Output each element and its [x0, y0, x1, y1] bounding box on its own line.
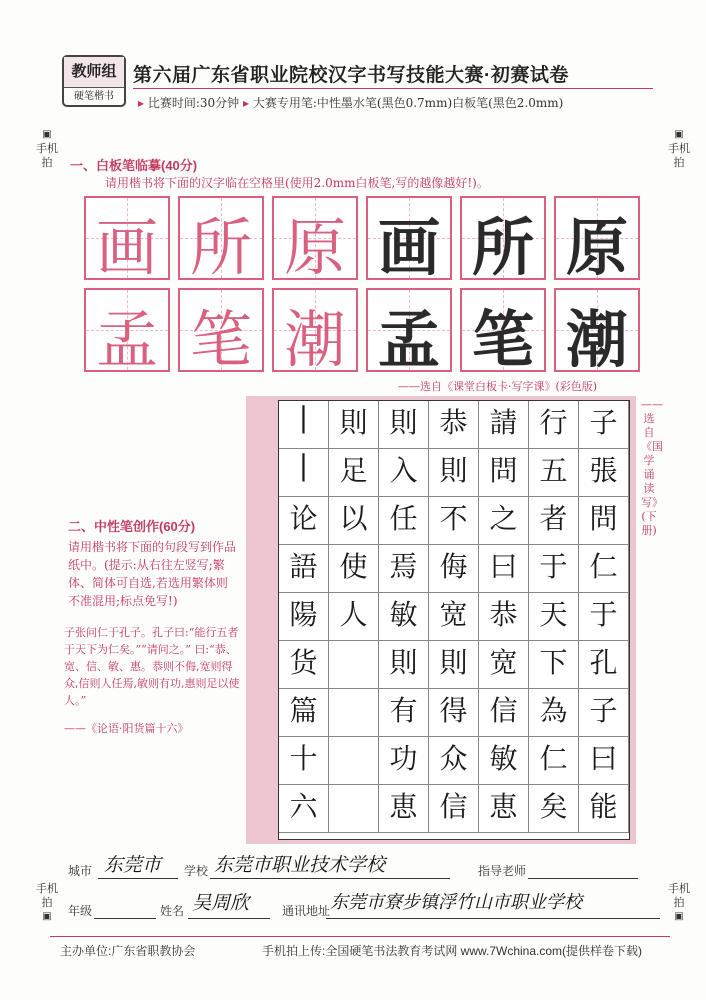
writing-grid-cell[interactable]: 焉: [379, 545, 429, 593]
writing-grid-cell[interactable]: 矣: [529, 785, 579, 833]
writing-grid-cell[interactable]: 則: [429, 449, 479, 497]
writing-grid-cell[interactable]: 使: [329, 545, 379, 593]
footer-organizer: 主办单位:广东省职教协会: [60, 944, 196, 958]
writing-grid-cell[interactable]: 下: [529, 641, 579, 689]
side-note-bottom-right: [668, 882, 690, 924]
writing-grid-cell[interactable]: 信: [479, 689, 529, 737]
writing-grid-cell[interactable]: 于: [579, 593, 629, 641]
writing-grid-cell[interactable]: 曰: [579, 737, 629, 785]
written-character: 所: [471, 211, 534, 284]
writing-grid-cell[interactable]: 足: [329, 449, 379, 497]
writing-grid-cell[interactable]: 天: [529, 593, 579, 641]
model-character: 原: [283, 211, 346, 284]
written-character: 孟: [377, 303, 440, 376]
writing-grid-cell[interactable]: 之: [479, 497, 529, 545]
writing-grid-cell[interactable]: [329, 641, 379, 689]
writing-grid-cell[interactable]: 則: [379, 401, 429, 449]
writing-grid-cell[interactable]: 众: [429, 737, 479, 785]
badge-category-label: 硬笔楷书: [64, 87, 124, 106]
writing-grid-cell[interactable]: 則: [429, 641, 479, 689]
writing-grid-cell[interactable]: 信: [429, 785, 479, 833]
section1-instruction: 请用楷书将下面的汉字临在空格里(使用2.0mm白板笔,写的越像越好!)。: [105, 176, 489, 190]
writing-grid-cell[interactable]: 問: [579, 497, 629, 545]
writing-grid-cell[interactable]: 五: [529, 449, 579, 497]
writing-grid-cell[interactable]: 以: [329, 497, 379, 545]
city-label: 城市: [68, 864, 93, 878]
bullet-icon: ▸: [243, 96, 250, 110]
exam-info: [138, 94, 563, 111]
city-underline: [98, 878, 178, 879]
model-character-cell: [84, 196, 170, 284]
writing-grid-cell[interactable]: 子: [579, 689, 629, 737]
writing-grid-cell[interactable]: 行: [529, 401, 579, 449]
model-character-cell: [272, 288, 358, 376]
address-field[interactable]: 东莞市寮步镇浮竹山市职业学校: [330, 892, 582, 913]
writing-grid-cell[interactable]: |: [279, 401, 329, 449]
writing-grid-cell[interactable]: 則: [329, 401, 379, 449]
writing-grid-cell[interactable]: [329, 737, 379, 785]
writing-grid-cell[interactable]: 宽: [479, 641, 529, 689]
writing-grid-cell[interactable]: 陽: [279, 593, 329, 641]
writing-grid-cell[interactable]: 人: [329, 593, 379, 641]
school-field[interactable]: 东莞市职业技术学校: [214, 854, 386, 876]
writing-grid-cell[interactable]: 恵: [379, 785, 429, 833]
section2-instruction: 请用楷书将下面的句段写到作品纸中。(提示:从右往左竖写;繁体、简体可自选,若选用繁体则不准混用;标点免写!): [68, 540, 237, 608]
footer-divider: [50, 936, 670, 937]
writing-grid-cell[interactable]: |: [279, 449, 329, 497]
writing-grid-cell[interactable]: 則: [379, 641, 429, 689]
writing-grid-cell[interactable]: 問: [479, 449, 529, 497]
address-underline: [326, 918, 660, 919]
writing-grid-cell[interactable]: [329, 689, 379, 737]
writing-grid-cell[interactable]: 為: [529, 689, 579, 737]
copy-character-cell[interactable]: [554, 288, 640, 376]
writing-grid-cell[interactable]: 有: [379, 689, 429, 737]
grade-field[interactable]: [94, 918, 156, 919]
side-note-bottom-left: [36, 882, 58, 924]
camera-icon: ▣: [42, 129, 52, 140]
section2-reference-source: ——《论语·阳货篇十六》: [64, 722, 189, 735]
side-note-text: 手机拍: [668, 882, 690, 909]
copy-character-cell[interactable]: [366, 288, 452, 376]
exam-pen: 大赛专用笔:中性墨水笔(黑色0.7mm)白板笔(黑色2.0mm): [252, 96, 564, 110]
writing-grid: [278, 400, 630, 840]
model-character-cell: [272, 196, 358, 284]
written-character: 潮: [565, 303, 628, 376]
written-character: 画: [377, 211, 440, 284]
side-note-text: 手机拍: [668, 142, 690, 169]
writing-grid-cell[interactable]: 货: [279, 641, 329, 689]
name-label: 姓名: [160, 904, 185, 918]
title-underline: [133, 88, 653, 89]
writing-grid-cell[interactable]: 不: [429, 497, 479, 545]
name-underline: [188, 918, 270, 919]
writing-grid-cell[interactable]: 宽: [429, 593, 479, 641]
writing-grid-cell[interactable]: 者: [529, 497, 579, 545]
model-character: 所: [189, 211, 252, 284]
written-character: 笔: [471, 303, 534, 376]
copy-character-cell[interactable]: [554, 196, 640, 284]
group-badge: [62, 55, 126, 107]
copy-character-cell[interactable]: [460, 288, 546, 376]
writing-grid-cell[interactable]: 功: [379, 737, 429, 785]
model-character: 潮: [283, 303, 346, 376]
writing-grid-cell[interactable]: 請: [479, 401, 529, 449]
writing-grid-cell[interactable]: 仁: [529, 737, 579, 785]
writing-grid-cell[interactable]: 子: [579, 401, 629, 449]
writing-grid-cell[interactable]: 得: [429, 689, 479, 737]
model-character-cell: [178, 196, 264, 284]
writing-grid-cell[interactable]: 论: [279, 497, 329, 545]
name-field[interactable]: 吴周欣: [192, 892, 250, 914]
model-character: 孟: [95, 303, 158, 376]
model-character-cell: [178, 288, 264, 376]
writing-grid-cell[interactable]: 恵: [479, 785, 529, 833]
bullet-icon: ▸: [138, 96, 145, 110]
writing-grid-cell[interactable]: 恭: [479, 593, 529, 641]
school-underline: [210, 878, 450, 879]
copy-character-cell[interactable]: [460, 196, 546, 284]
writing-grid-cell[interactable]: 敏: [379, 593, 429, 641]
section2-vertical-source: ——选自《国学诵读写》(下册): [641, 398, 663, 537]
writing-grid-cell[interactable]: 恭: [429, 401, 479, 449]
school-label: 学校: [184, 864, 209, 878]
side-note-text: 手机拍: [36, 882, 58, 909]
copy-character-cell[interactable]: [366, 196, 452, 284]
writing-grid-cell[interactable]: 侮: [429, 545, 479, 593]
writing-grid-cell[interactable]: 曰: [479, 545, 529, 593]
writing-grid-cell[interactable]: 能: [579, 785, 629, 833]
writing-grid-cell[interactable]: 張: [579, 449, 629, 497]
teacher-label: 指导老师: [478, 864, 527, 878]
grade-label: 年级: [68, 904, 93, 918]
writing-grid-cell[interactable]: 孔: [579, 641, 629, 689]
writing-grid-cell[interactable]: [329, 785, 379, 833]
writing-grid-cell[interactable]: 語: [279, 545, 329, 593]
section2-reference-text: 子张问仁于孔子。孔子曰:“能行五者于天下为仁矣。”“请问之。” 曰:“恭、宽、信、敏、惠。恭则不侮,宽则得众,信则人任焉,敏则有功,惠则足以使人。”: [64, 626, 240, 707]
model-character: 笔: [189, 303, 252, 376]
camera-icon: ▣: [674, 911, 684, 922]
writing-grid-cell[interactable]: 六: [279, 785, 329, 833]
section2-title: 二、中性笔创作(60分): [68, 519, 196, 534]
side-note-text: 手机拍: [36, 142, 58, 169]
model-character-cell: [84, 288, 170, 376]
writing-grid-cell[interactable]: 任: [379, 497, 429, 545]
written-character: 原: [565, 211, 628, 284]
writing-grid-cell[interactable]: 十: [279, 737, 329, 785]
writing-grid-cell[interactable]: 仁: [579, 545, 629, 593]
section1-title: 一、白板笔临摹(40分): [70, 158, 198, 173]
exam-time: 比赛时间:30分钟: [147, 96, 240, 110]
side-note-top-right: [668, 128, 690, 170]
writing-grid-cell[interactable]: 敏: [479, 737, 529, 785]
side-note-top-left: [36, 128, 58, 170]
badge-group-label: 教师组: [64, 57, 124, 87]
city-field[interactable]: 东莞市: [104, 854, 162, 876]
writing-grid-cell[interactable]: 于: [529, 545, 579, 593]
writing-grid-cell[interactable]: 篇: [279, 689, 329, 737]
writing-grid-cell[interactable]: 入: [379, 449, 429, 497]
camera-icon: ▣: [42, 911, 52, 922]
section1-source: ——选自《课堂白板卡·写字课》(彩色版): [398, 380, 598, 393]
footer-upload-info: 手机拍上传:全国硬笔书法教育考试网 www.7Wchina.com(提供样卷下载): [262, 944, 643, 958]
teacher-field[interactable]: [528, 878, 638, 879]
address-label: 通讯地址: [282, 904, 331, 918]
camera-icon: ▣: [674, 129, 684, 140]
model-character: 画: [95, 211, 158, 284]
page-title: 第六届广东省职业院校汉字书写技能大赛·初赛试卷: [133, 65, 569, 86]
